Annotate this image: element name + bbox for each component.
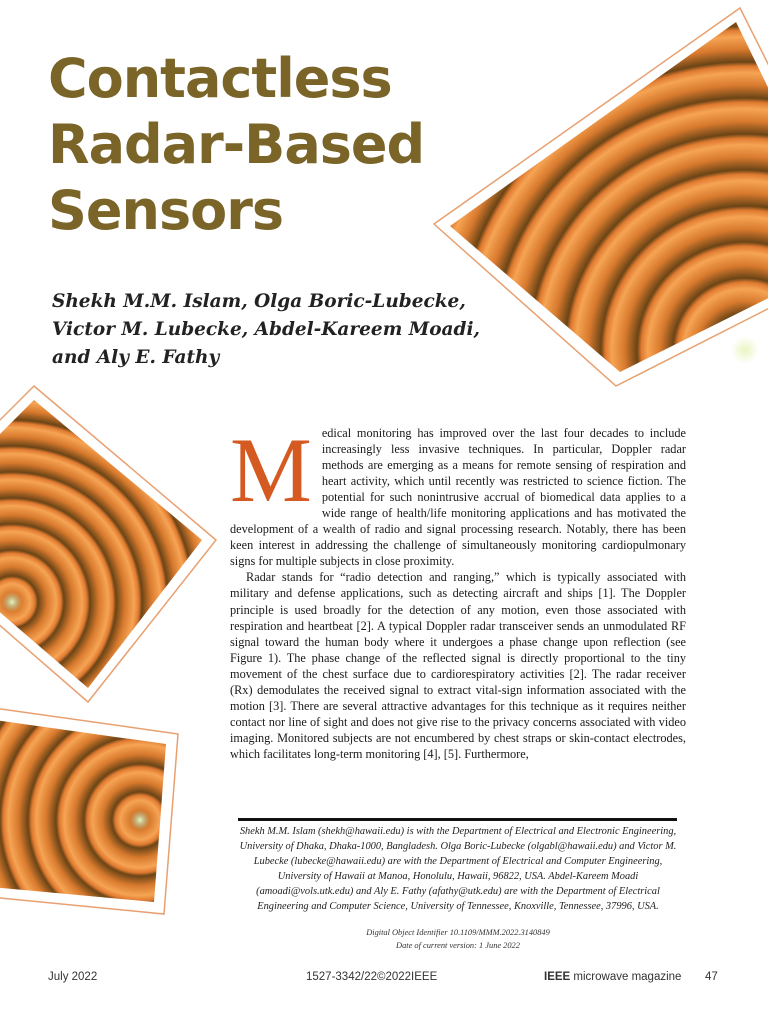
paragraph-text: edical monitoring has improved over the last four decades to include increasingly less invasive techniques. In particular, Doppler radar methods are emerging as a means for remote sensing of respiration and heart activity, which until recently was restricted to science fiction. The potential for such nonintrusive accrual of biomedical data applies to a wide range of health/life monitoring applications and has motivated the development of a wealth of radio and signal processing research. Notably, there has been keen interest in addressing the challenge of simultaneously monitoring cardiopulmonary signs for multiple subjects in close proximity.	[230, 426, 686, 569]
magazine-title: microwave magazine	[573, 971, 682, 983]
doi-block	[232, 926, 684, 952]
concentric-rings-art	[0, 700, 180, 920]
author-line: Shekh M.M. Islam, Olga Boric-Lubecke,	[52, 291, 466, 312]
title-line: Contactless	[48, 47, 392, 110]
article-title	[48, 46, 488, 244]
author-list	[52, 288, 492, 372]
concentric-rings-art	[0, 380, 220, 710]
magazine-brand: IEEE	[544, 971, 571, 983]
author-line: and Aly E. Fathy	[52, 347, 220, 368]
body-paragraph	[230, 419, 686, 569]
current-version-date: Date of current version: 1 June 2022	[396, 941, 520, 950]
magazine-name	[544, 971, 681, 983]
article-body	[230, 419, 686, 762]
issn-copyright: 1527-3342/22©2022IEEE	[306, 971, 438, 983]
page-number: 47	[705, 971, 718, 983]
issue-date: July 2022	[48, 971, 98, 983]
body-paragraph: Radar stands for “radio detection and ranging,” which is typically associated with military and defense applications, such as detecting aircraft and ships [1]. The Doppler principle is used broadly for the detection of any motion, even those associated with respiration and heartbeat [2]. A typical Doppler radar transceiver sends an unmodulated RF signal toward the human body where it undergoes a phase change upon reflection (see Figure 1). The phase change of the reflected signal is directly proportional to the tiny movement of the chest surface due to cardiorespiratory activities [2]. The radar receiver (Rx) demodulates the received signal to extract vital-sign information associated with the motion [3]. There are several attractive advantages for this technique as it requires neither contact nor line of sight and does not give rise to the privacy concerns associated with video imaging. Monitored subjects are not encumbered by chest straps or skin-contact electrodes, which facilitates long-term monitoring [4], [5]. Furthermore,	[230, 570, 686, 761]
author-affiliations: Shekh M.M. Islam (shekh@hawaii.edu) is with the Department of Electrical and Electronic Engineering, University of Dhaka, Dhaka-1000, Bangladesh. Olga Boric-Lubecke (olgabl@hawaii.edu) and Victor M. Lubecke (lubecke@hawaii.edu) are with the Department of Electrical and Computer Engineering, University of Hawaii at Manoa, Honolulu, Hawaii, 96822, USA. Abdel-Kareem Moadi (amoadi@vols.utk.edu) and Aly E. Fathy (afathy@utk.edu) are with the Department of Electrical Engineering and Computer Science, University of Tennessee, Knoxville, Tennessee, 37996, USA.	[239, 826, 677, 912]
author-line: Victor M. Lubecke, Abdel-Kareem Moadi,	[52, 319, 480, 340]
title-line: Sensors	[48, 179, 283, 242]
drop-cap: M	[230, 419, 312, 521]
doi-identifier: Digital Object Identifier 10.1109/MMM.2022.3140849	[366, 928, 550, 937]
footnote-rule	[238, 818, 677, 821]
title-line: Radar-Based	[48, 113, 425, 176]
